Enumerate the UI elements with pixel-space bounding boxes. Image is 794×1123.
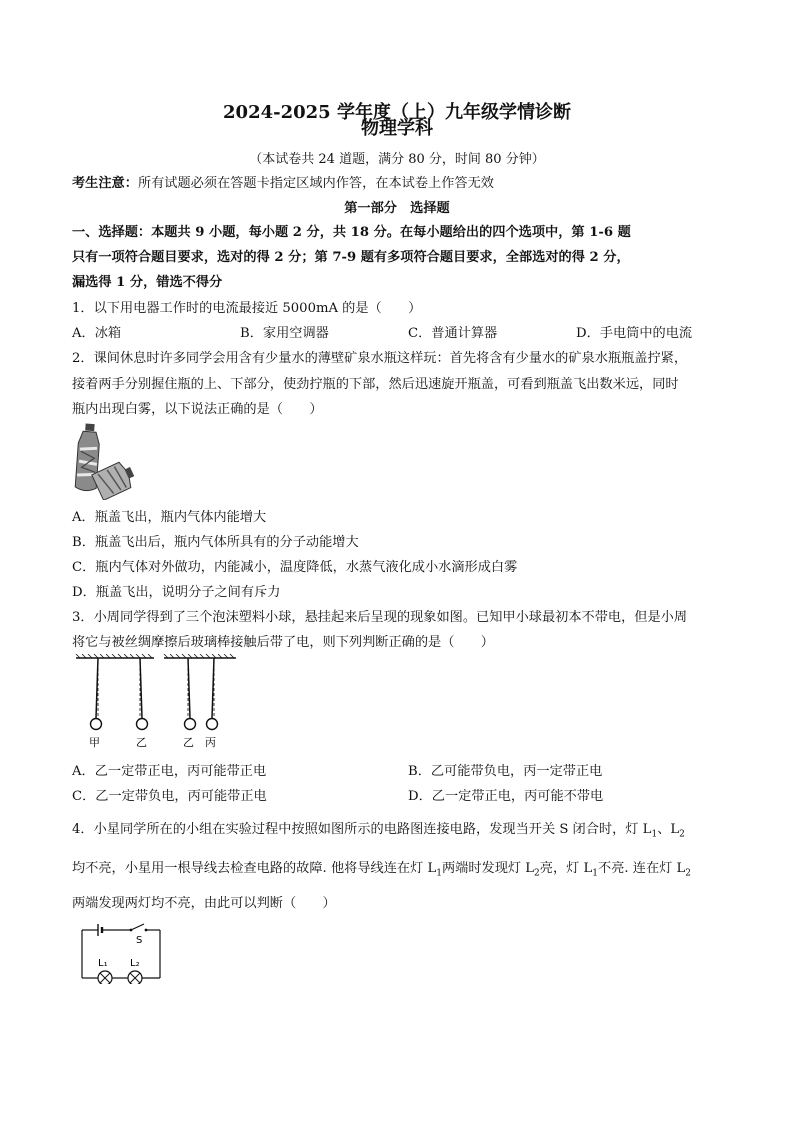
switch-blade: [131, 924, 144, 930]
q2-stem-line-3: 瓶内出现白雾，以下说法正确的是（ ）: [72, 402, 323, 417]
switch-label: S: [136, 935, 143, 946]
q3-option-b: B．乙可能带负电，丙一定带正电: [408, 764, 603, 779]
exam-info: （本试卷共 24 道题，满分 80 分，时间 80 分钟）: [249, 152, 545, 167]
q4-stem-line-1: 4．小星同学所在的小组在实验过程中按照如图所示的电路图连接电路，发现当开关 S 闭合时，灯 $L_1$、$L_2$: [72, 822, 685, 840]
instruction-line-1: 一、选择题：本题共 9 小题，每小题 2 分，共 18 分。在每小题给出的四个选项中，第 1-6 题: [72, 225, 631, 240]
notice-label: 考生注意：: [72, 176, 138, 191]
q4-circuit-figure: [78, 918, 164, 984]
q3-balls-figure: [74, 654, 240, 750]
q4-stem-line-3: 两端发现两灯均不亮，由此可以判断（ ）: [72, 896, 336, 911]
instruction-line-2: 只有一项符合题目要求，选对的得 2 分；第 7-9 题有多项符合题目要求，全部选对的得 2 分，: [72, 250, 630, 265]
subject-title: 物理学科: [361, 118, 433, 139]
part1-heading: 第一部分 选择题: [344, 201, 450, 216]
label-yi-2: 乙: [183, 736, 194, 749]
q2-bottle-figure: [72, 422, 134, 500]
q2-option-d: D．瓶盖飞出，说明分子之间有斥力: [72, 585, 281, 600]
lamp1-label: L₁: [98, 958, 108, 969]
q2-stem-line-2: 接着两手分别握住瓶的上、下部分，使劲拧瓶的下部，然后迅速旋开瓶盖，可看到瓶盖飞出数米远，同时: [72, 377, 679, 392]
q1-option-b: B．家用空调器: [240, 326, 329, 341]
q4-stem-line-2: 均不亮，小星用一根导线去检查电路的故障. 他将导线连在灯 $L_1$两端时发现灯 $L_2$亮，灯 $L_1$不亮. 连在灯 $L_2$: [72, 861, 692, 879]
exam-title: 2024-2025 学年度（上）九年级学情诊断: [223, 102, 571, 123]
instruction-line-3: 漏选得 1 分，错选不得分: [72, 275, 223, 290]
label-bing: 丙: [205, 736, 216, 749]
q1-option-d: D．手电筒中的电流: [576, 326, 693, 341]
q3-stem-line-2: 将它与被丝绸摩擦后玻璃棒接触后带了电，则下列判断正确的是（ ）: [72, 635, 494, 650]
notice-text: 所有试题必须在答题卡指定区域内作答，在本试卷上作答无效: [137, 176, 494, 191]
label-yi-1: 乙: [136, 736, 147, 749]
q2-option-b: B．瓶盖飞出后，瓶内气体所具有的分子动能增大: [72, 535, 359, 550]
q3-stem-line-1: 3．小周同学得到了三个泡沫塑料小球，悬挂起来后呈现的现象如图。已知甲小球最初本不带电，但是小周: [72, 610, 688, 625]
label-jia: 甲: [89, 736, 100, 749]
q1-option-a: A．冰箱: [72, 326, 122, 341]
q3-option-a: A．乙一定带正电，丙可能带正电: [72, 764, 267, 779]
lamp2-label: L₂: [130, 958, 140, 969]
notice: [72, 172, 494, 191]
q3-option-d: D．乙一定带正电，丙可能不带电: [408, 789, 604, 804]
q1-stem: 1．以下用电器工作时的电流最接近 5000mA 的是（ ）: [72, 301, 422, 316]
q2-stem-line-1: 2．课间休息时许多同学会用含有少量水的薄壁矿泉水瓶这样玩：首先将含有少量水的矿泉水瓶瓶盖拧紧，: [72, 351, 688, 366]
q2-option-a: A．瓶盖飞出，瓶内气体内能增大: [72, 510, 267, 525]
q1-option-c: C．普通计算器: [408, 326, 498, 341]
q2-option-c: C．瓶内气体对外做功，内能减小，温度降低，水蒸气液化成小水滴形成白雾: [72, 560, 518, 575]
q3-option-c: C．乙一定带负电，丙可能带正电: [72, 789, 267, 804]
